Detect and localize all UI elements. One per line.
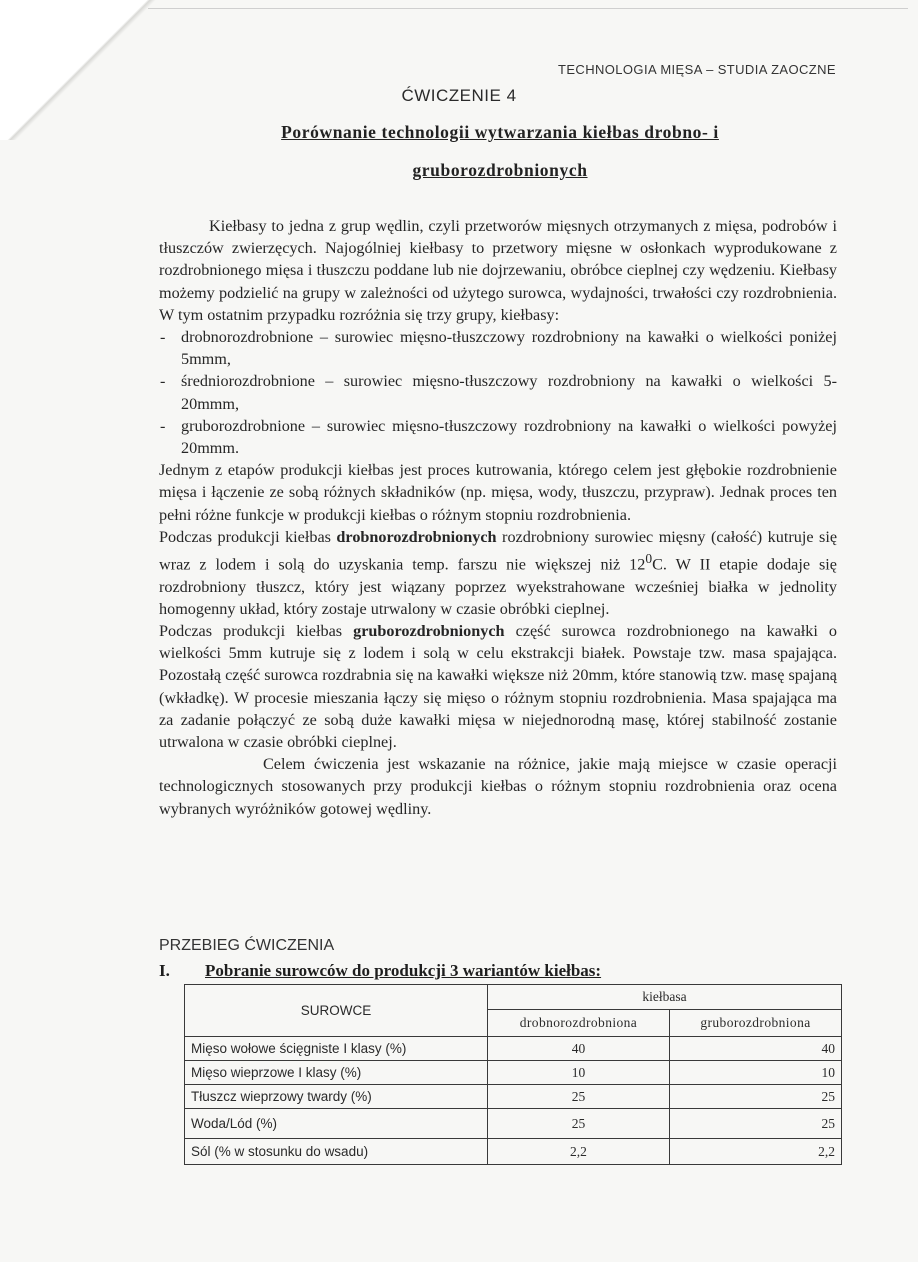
- course-header: TECHNOLOGIA MIĘSA – STUDIA ZAOCZNE: [558, 62, 836, 77]
- step-1-heading: [159, 961, 839, 981]
- row-name: Tłuszcz wieprzowy twardy (%): [185, 1085, 488, 1109]
- intro-paragraph-4: [159, 620, 837, 753]
- raw-materials-table: [184, 984, 842, 1165]
- row-name: Sól (% w stosunku do wsadu): [185, 1139, 488, 1165]
- exercise-number: ĆWICZENIE 4: [401, 86, 517, 105]
- p3-bold: drobnorozdrobnionych: [336, 527, 497, 546]
- row-value-drobno: 25: [488, 1085, 670, 1109]
- list-item: - drobnorozdrobnione – surowiec mięsno-tłuszczowy rozdrobniony na kawałki o wielkości poniżej 5mmm,: [159, 326, 837, 370]
- table-row: [185, 1037, 842, 1061]
- row-name: Mięso wieprzowe I klasy (%): [185, 1061, 488, 1085]
- p3-degree: 0: [645, 551, 653, 567]
- column-header-surowce: SUROWCE: [185, 985, 488, 1037]
- title-line-1: Porównanie technologii wytwarzania kiełbas drobno- i: [281, 122, 719, 142]
- p4-pre: Podczas produkcji kiełbas: [159, 622, 354, 641]
- column-header-kielbasa: kiełbasa: [488, 985, 842, 1010]
- intro-paragraph-5: Celem ćwiczenia jest wskazanie na różnice, jakie mają miejsce w czasie operacji technologicznych stosowanych przy produkcji kiełbas o różnym stopniu rozdrobnienia oraz ocena wybranych wyróżników gotowej wędliny.: [159, 755, 837, 818]
- intro-paragraph-3: [159, 526, 837, 620]
- row-value-grubo: 25: [669, 1085, 841, 1109]
- row-name: Woda/Lód (%): [185, 1109, 488, 1139]
- p4-bold: gruborozdrobnionych: [353, 622, 505, 641]
- page-fold-corner: [0, 0, 160, 140]
- row-value-grubo: 25: [669, 1109, 841, 1139]
- table-row: [185, 1061, 842, 1085]
- table-row: [185, 1139, 842, 1165]
- p3-post: C. W II etapie dodaje się rozdrobniony tłuszcz, który jest wiązany poprzez wyekstrahowane wcześniej białka w jednolity homogenny układ, który zostaje utrwalony w czasie obróbki cieplnej.: [159, 555, 837, 618]
- row-value-grubo: 2,2: [669, 1139, 841, 1165]
- row-name: Mięso wołowe ścięgniste I klasy (%): [185, 1037, 488, 1061]
- step-1-title: Pobranie surowców do produkcji 3 wariantów kiełbas:: [205, 961, 602, 980]
- intro-body: [159, 215, 837, 820]
- p3-mid: rozdrobniony surowiec mięsny (całość) kutruje się wraz z lodem i solą do uzyskania temp. farszu nie większej niż 12: [159, 527, 837, 574]
- row-value-grubo: 40: [669, 1037, 841, 1061]
- intro-paragraph-1: Kiełbasy to jedna z grup wędlin, czyli przetworów mięsnych otrzymanych z mięsa, podrobów i tłuszczów zwierzęcych. Najogólniej kiełbasy to przetwory mięsne w osłonkach wyprodukowane z rozdrobnionego mięsa i tłuszczu poddane lub nie dojrzewaniu, obróbce cieplnej czy wędzeniu. Kiełbasy możemy podzielić na grupy w zależności od użytego surowca, wydajności, trwałości czy rozdrobnienia. W tym ostatnim przypadku rozróżnia się trzy grupy, kiełbasy:: [159, 217, 837, 324]
- row-value-drobno: 25: [488, 1109, 670, 1139]
- p4-post: część surowca rozdrobnionego na kawałki o wielkości 5mm kutruje się z lodem i solą w celu ekstrakcji białek. Powstaje tzw. masa spajająca. Pozostałą część surowca rozdrabnia się na kawałki większe niż 20mm, które stanowią tzw. masę spajaną (wkładkę). W procesie mieszania łączy się mięso o różnym stopniu rozdrobnienia. Masa spajająca ma za zadanie połączyć ze sobą duże kawałki mięsa w niejednorodną masę, której stabilność zostanie utrwalona w czasie obróbki cieplnej.: [159, 622, 837, 752]
- intro-paragraph-2: Jednym z etapów produkcji kiełbas jest proces kutrowania, którego celem jest głębokie rozdrobnienie mięsa i łączenie ze sobą różnych składników (np. mięsa, wody, tłuszczu, przypraw). Jednak proces ten pełni różne funkcje w produkcji kiełbas o różnym stopniu rozdrobnienia.: [159, 461, 837, 524]
- row-value-drobno: 2,2: [488, 1139, 670, 1165]
- grinding-groups-list: [159, 326, 837, 459]
- step-1-number: I.: [159, 961, 170, 980]
- p3-pre: Podczas produkcji kiełbas: [159, 527, 337, 546]
- list-item: - średniorozdrobnione – surowiec mięsno-tłuszczowy rozdrobniony na kawałki o wielkości 5-20mmm,: [159, 370, 837, 414]
- column-header-drobno: drobnorozdrobniona: [488, 1010, 670, 1037]
- list-item: - gruborozdrobnione – surowiec mięsno-tłuszczowy rozdrobniony na kawałki o wielkości powyżej 20mmm.: [159, 415, 837, 459]
- title-line-2: gruborozdrobnionych: [412, 160, 588, 180]
- row-value-grubo: 10: [669, 1061, 841, 1085]
- row-value-drobno: 40: [488, 1037, 670, 1061]
- row-value-drobno: 10: [488, 1061, 670, 1085]
- procedure-heading: PRZEBIEG ĆWICZENIA: [159, 937, 335, 954]
- table-row: [185, 1085, 842, 1109]
- column-header-grubo: gruborozdrobniona: [669, 1010, 841, 1037]
- table-row: [185, 1109, 842, 1139]
- scan-edge: [148, 8, 908, 9]
